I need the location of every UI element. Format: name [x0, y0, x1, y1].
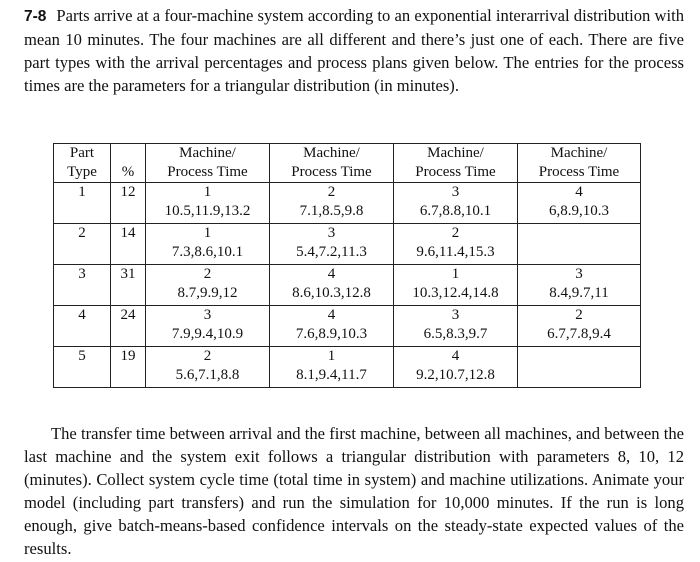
process-time: 7.6,8.9,10.3: [295, 326, 368, 342]
process-time: [518, 243, 640, 262]
process-time: 5.4,7.2,11.3: [296, 244, 367, 260]
percent-cell: 12: [111, 183, 146, 224]
header-step-2: [270, 144, 394, 183]
problem-intro-text: Parts arrive at a four-machine system according to an exponential interarrival distribution with mean 10 minutes. The four machines are all different and there’s just one of each. There are five part types with the arrival percentages and process plans given below. The entries for the process times are the parameters for a triangular distribution (in minutes).: [24, 6, 684, 95]
table-row: [54, 224, 641, 265]
header-line: [111, 144, 145, 163]
process-time: 6.7,8.8,10.1: [419, 203, 492, 219]
machine-number: 1: [327, 348, 336, 364]
step-cell: [518, 265, 641, 306]
problem-closing-paragraph: The transfer time between arrival and the first machine, between all machines, and between the last machine and the system exit follows a triangular distribution with parameters 8, 10, 12 (minutes). Collect system cycle time (total time in system) and machine utilizations. Animate your model (including part transfers) and run the simulation for 10,000 minutes. If the run is long enough, give batch-means-based confidence intervals on the steady-state expected values of the results.: [24, 424, 684, 558]
process-time: 7.3,8.6,10.1: [171, 244, 244, 260]
machine-number: 2: [451, 225, 460, 241]
step-cell: [270, 265, 394, 306]
percent-cell: 19: [111, 347, 146, 388]
header-line: Process Time: [291, 164, 372, 180]
header-step-4: [518, 144, 641, 183]
step-cell: [394, 224, 518, 265]
percent-cell: 24: [111, 306, 146, 347]
machine-number: 4: [575, 184, 583, 200]
process-time: 6.7,7.8,9.4: [547, 326, 611, 342]
process-time: 5.6,7.1,8.8: [175, 367, 240, 383]
step-cell: [394, 183, 518, 224]
step-cell: [518, 306, 641, 347]
header-line: Type: [67, 164, 97, 180]
machine-number: [518, 224, 640, 243]
machine-number: 3: [451, 184, 460, 200]
process-time: 10.3,12.4,14.8: [412, 285, 499, 301]
process-time: 6,8.9,10.3: [549, 203, 609, 219]
process-time: 8.1,9.4,11.7: [296, 367, 367, 383]
machine-number: 3: [575, 266, 583, 282]
header-line: Process Time: [538, 164, 620, 180]
header-line: Machine/: [550, 145, 608, 161]
process-time: 9.6,11.4,15.3: [416, 244, 495, 260]
part-type-cell: 5: [54, 347, 111, 388]
header-step-1: [146, 144, 270, 183]
header-line: Machine/: [179, 145, 236, 161]
table-header-row: [54, 144, 641, 183]
process-plan-table: [53, 143, 641, 388]
step-cell: [146, 183, 270, 224]
header-line: Machine/: [427, 145, 484, 161]
step-cell: [146, 306, 270, 347]
step-cell-empty: [518, 347, 641, 388]
table-row: [54, 306, 641, 347]
step-cell: [270, 224, 394, 265]
header-line: Process Time: [167, 164, 248, 180]
step-cell: [146, 265, 270, 306]
part-type-cell: 1: [54, 183, 111, 224]
step-cell: [270, 306, 394, 347]
machine-number: 2: [327, 184, 336, 200]
process-time: 7.9,9.4,10.9: [171, 326, 244, 342]
problem-number: 7-8: [24, 8, 47, 25]
step-cell-empty: [518, 224, 641, 265]
header-percent: [111, 144, 146, 183]
process-time: 8.4,9.7,11: [549, 285, 609, 301]
machine-number: 2: [203, 348, 212, 364]
step-cell: [394, 347, 518, 388]
table-row: [54, 183, 641, 224]
machine-number: 4: [451, 348, 460, 364]
machine-number: 3: [451, 307, 460, 323]
header-line: %: [121, 164, 135, 180]
machine-number: 4: [327, 307, 336, 323]
process-time: 8.7,9.9,12: [177, 285, 238, 301]
step-cell: [146, 224, 270, 265]
header-line: Part: [69, 145, 95, 161]
machine-number: 3: [327, 225, 336, 241]
step-cell: [270, 347, 394, 388]
process-time: 10.5,11.9,13.2: [164, 203, 251, 219]
process-time: 9.2,10.7,12.8: [416, 367, 495, 383]
header-part-type: [54, 144, 111, 183]
table-row: [54, 265, 641, 306]
machine-number: 2: [203, 266, 212, 282]
step-cell: [146, 347, 270, 388]
process-time: 8.6,10.3,12.8: [292, 285, 371, 301]
part-type-cell: 4: [54, 306, 111, 347]
machine-number: 2: [575, 307, 583, 323]
header-step-3: [394, 144, 518, 183]
percent-cell: 14: [111, 224, 146, 265]
machine-number: 3: [203, 307, 212, 323]
step-cell: [394, 306, 518, 347]
step-cell: [394, 265, 518, 306]
part-type-cell: 2: [54, 224, 111, 265]
table-row: [54, 347, 641, 388]
machine-number: 4: [327, 266, 336, 282]
process-time: [518, 366, 640, 385]
header-line: Process Time: [415, 164, 496, 180]
machine-number: 1: [203, 184, 212, 200]
machine-number: 1: [203, 225, 212, 241]
process-time: 6.5,8.3,9.7: [423, 326, 488, 342]
percent-cell: 31: [111, 265, 146, 306]
part-type-cell: 3: [54, 265, 111, 306]
step-cell: [518, 183, 641, 224]
header-line: Machine/: [303, 145, 360, 161]
process-time: 7.1,8.5,9.8: [299, 203, 364, 219]
problem-intro-paragraph: [24, 4, 684, 97]
machine-number: 1: [451, 266, 460, 282]
machine-number: [518, 347, 640, 366]
step-cell: [270, 183, 394, 224]
